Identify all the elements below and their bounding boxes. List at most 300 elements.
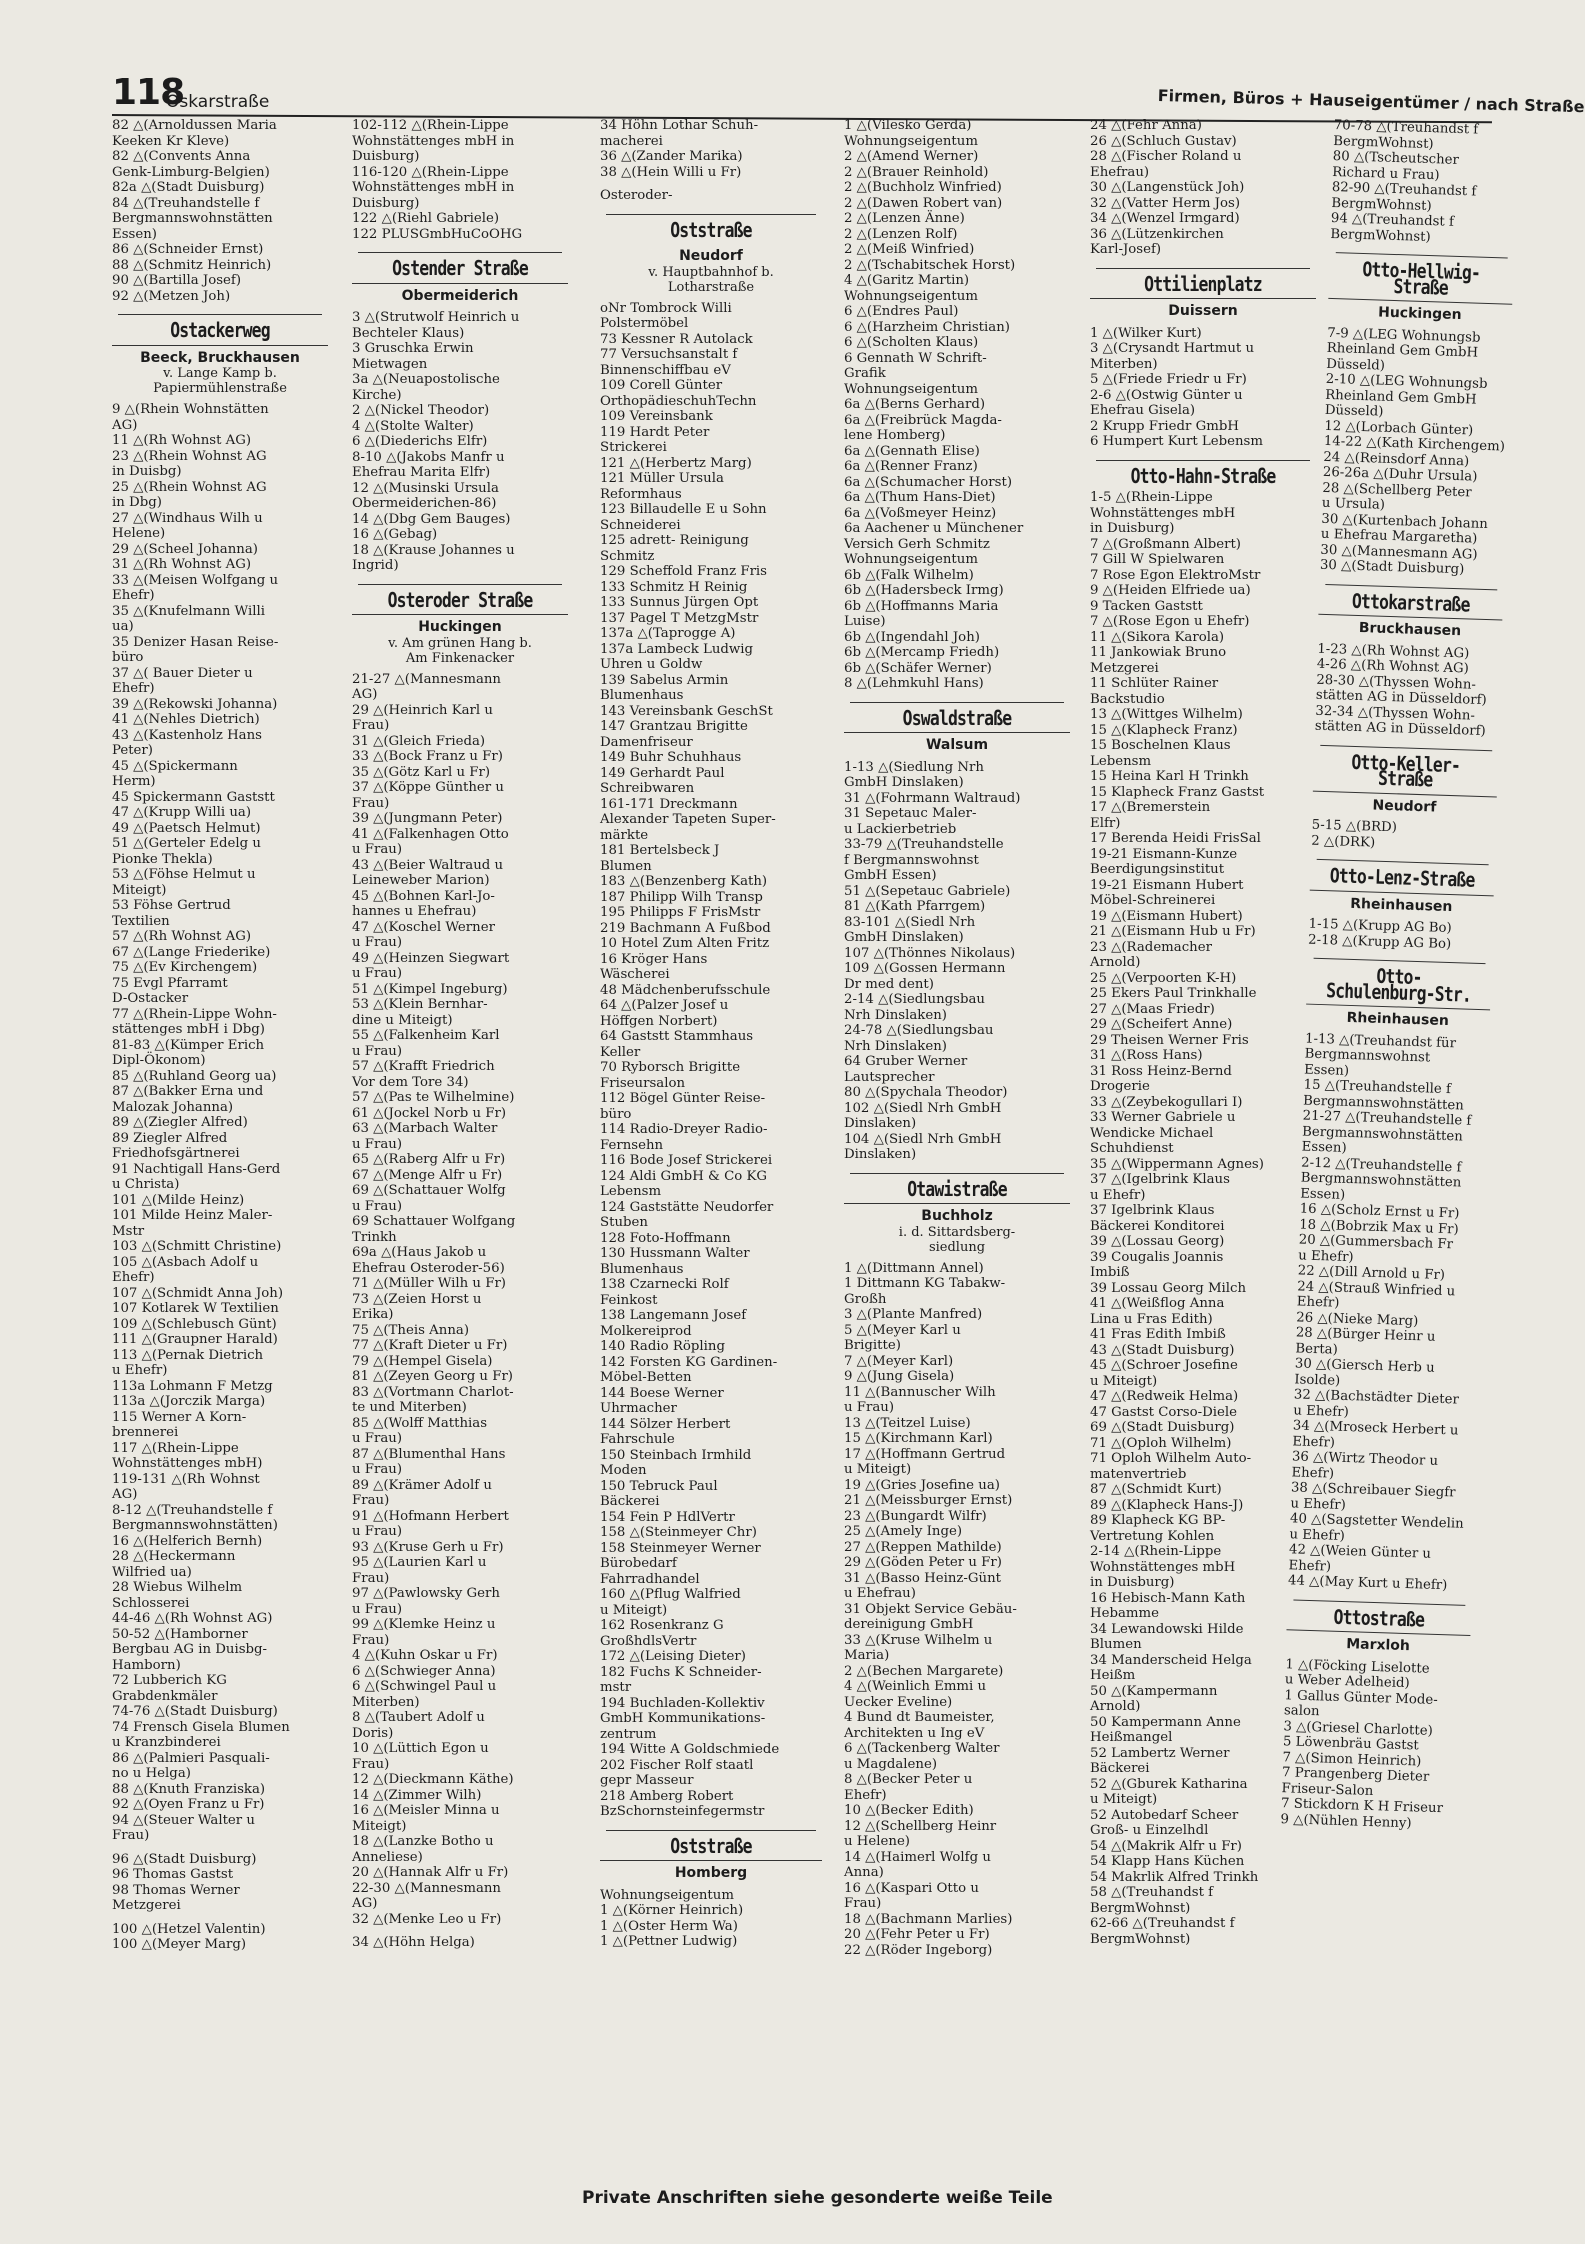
directory-entry: Schuhdienst (1090, 1141, 1174, 1156)
directory-entry: Lebensm (1090, 753, 1152, 769)
directory-entry: 6a △(Voßmeyer Heinz) (844, 505, 997, 521)
directory-entry: 22 △(Röder Ingeborg) (844, 1942, 993, 1958)
directory-entry: 19 △(Gries Josefine ua) (844, 1477, 1000, 1493)
directory-entry: Düsseld) (1326, 356, 1386, 374)
directory-entry: Osteroder- (600, 188, 673, 203)
directory-entry: Groß- u Einzelhdl (1090, 1823, 1209, 1838)
directory-entry: 9 Tacken Gaststt (1090, 598, 1203, 614)
directory-entry: 31 Sepetauc Maler- (844, 806, 977, 821)
directory-entry: 2 △(Tschabitschek Horst) (844, 257, 1016, 273)
directory-entry: 47 Gastst Corso-Diele (1090, 1404, 1238, 1420)
directory-entry: 31 Objekt Service Gebäu- (844, 1601, 1017, 1617)
directory-entry: 39 Lossau Georg Milch (1090, 1280, 1247, 1296)
directory-entry: 75 △(Ev Kirchengem) (112, 960, 258, 975)
directory-entry: 29 △(Göden Peter u Fr) (844, 1555, 1002, 1570)
directory-entry: Keller (600, 1044, 641, 1060)
directory-entry: u Ehefr) (1293, 1402, 1350, 1420)
directory-entry: 109 Corell Günter (600, 378, 723, 393)
directory-entry: Metzgerei (1090, 660, 1159, 676)
directory-entry: Ehefr) (112, 1270, 155, 1285)
directory-entry: 52 △(Gburek Katharina (1090, 1776, 1248, 1792)
directory-entry: 89 Klapheck KG BP- (1090, 1513, 1226, 1528)
directory-entry: 99 △(Klemke Heinz u (352, 1617, 496, 1632)
directory-entry: 79 △(Hempel Gisela) (352, 1353, 493, 1369)
directory-entry: u Miteigt) (844, 1462, 912, 1477)
directory-entry: Blumen (600, 858, 652, 874)
directory-entry: 107 Kotlarek W Textilien (112, 1301, 279, 1316)
directory-entry: 139 Sabelus Armin (600, 672, 729, 688)
directory-entry: 64 Gruber Werner (844, 1054, 968, 1069)
directory-entry: Richard u Frau) (1332, 164, 1440, 183)
directory-entry: Bergmannswohnst (1304, 1046, 1431, 1066)
directory-entry: 34 Lewandowski Hilde (1090, 1621, 1244, 1637)
directory-entry: 69 Schattauer Wolfgang (352, 1214, 516, 1229)
directory-entry: 43 △(Beier Waltraud u (352, 857, 504, 873)
directory-entry: Bergmannswohnstätten) (112, 1518, 278, 1533)
directory-entry: Frau) (352, 1570, 390, 1586)
directory-entry: 16 △(Meisler Minna u (352, 1803, 500, 1818)
directory-entry: Ehefrau Osteroder-56) (352, 1260, 505, 1276)
section-divider (1325, 583, 1497, 589)
directory-entry: 121 △(Herbertz Marg) (600, 455, 752, 471)
directory-entry: AG) (112, 417, 138, 433)
directory-entry: Versich Gerh Schmitz (844, 536, 990, 552)
directory-entry: 87 △(Bakker Erna und (112, 1084, 264, 1099)
directory-entry: Höffgen Norbert) (600, 1013, 718, 1029)
directory-entry: 64 Gaststt Stammhaus (600, 1029, 754, 1044)
directory-entry: 1 Gallus Günter Mode- (1284, 1687, 1438, 1708)
directory-entry: 43 △(Kastenholz Hans (112, 727, 262, 743)
directory-entry: 101 Milde Heinz Maler- (112, 1208, 273, 1223)
directory-entry: Obermeiderichen-86) (352, 496, 497, 511)
directory-entry: 2 △(Amend Werner) (844, 149, 979, 164)
directory-entry: Ehefr) (844, 1787, 887, 1803)
directory-entry: 144 Boese Werner (600, 1385, 724, 1401)
directory-entry: 6 △(Scholten Klaus) (844, 335, 979, 350)
directory-entry: 6 △(Diederichs Elfr) (352, 434, 488, 449)
directory-entry: 149 Buhr Schuhhaus (600, 750, 742, 765)
directory-entry: 11 △(Rh Wohnst AG) (112, 433, 252, 448)
directory-entry: 21 △(Eismann Hub u Fr) (1090, 924, 1256, 939)
directory-entry: 18 △(Bobrzik Max u Fr) (1298, 1216, 1459, 1237)
directory-entry: 3 △(Strutwolf Heinrich u (352, 310, 520, 325)
directory-entry: 147 Grantzau Brigitte (600, 719, 748, 734)
directory-entry: Erika) (352, 1307, 394, 1322)
directory-entry: u Frau) (352, 1431, 403, 1446)
directory-entry: 24-78 △(Siedlungsbau (844, 1023, 994, 1038)
directory-entry: 111 △(Graupner Harald) (112, 1332, 278, 1347)
street-heading-block (1312, 744, 1498, 817)
directory-entry: u Ehefr) (1290, 1495, 1347, 1513)
directory-entry: Dinslaken) (844, 1147, 917, 1162)
directory-entry: 57 △(Pas te Wilhelmine) (352, 1090, 515, 1105)
directory-entry: Rheinland Gem GmbH (1326, 340, 1479, 361)
directory-entry: 35 △(Wippermann Agnes) (1090, 1156, 1264, 1172)
directory-entry: 124 Aldi GmbH & Co KG (600, 1168, 768, 1184)
directory-entry: 143 Vereinsbank GeschSt (600, 703, 773, 719)
directory-entry: u Ehefr) (1090, 1187, 1146, 1203)
directory-entry: Ehefrau Gisela) (1090, 403, 1196, 418)
directory-entry: 82a △(Stadt Duisburg) (112, 180, 265, 195)
directory-entry: 182 Fuchs K Schneider- (600, 1664, 762, 1680)
directory-entry: Peter) (112, 743, 153, 758)
directory-entry: 2-14 △(Siedlungsbau (844, 992, 985, 1007)
directory-entry: BergmWohnst) (1331, 195, 1432, 214)
section-divider (1293, 1599, 1465, 1605)
directory-entry: 47 △(Redweik Helma) (1090, 1389, 1239, 1404)
directory-entry: Doris) (352, 1725, 394, 1741)
directory-entry: Polstermöbel (600, 316, 689, 331)
directory-entry: 53 △(Klein Bernhar- (352, 997, 488, 1012)
directory-entry: 32 △(Vatter Herm Jos) (1090, 195, 1241, 211)
directory-entry: 104 △(Siedl Nrh GmbH (844, 1131, 1002, 1147)
directory-entry: no u Helga) (112, 1766, 191, 1781)
directory-entry: 2 △(Brauer Reinhold) (844, 164, 989, 180)
directory-entry: 1 △(Föcking Liselotte (1285, 1656, 1430, 1677)
directory-entry: 3a △(Neuapostolische (352, 372, 500, 387)
directory-entry: 13 △(Wittges Wilhelm) (1090, 707, 1243, 722)
street-extent: v. Am grünen Hang b. (388, 635, 532, 651)
directory-entry: 14-22 △(Kath Kirchengem) (1323, 433, 1506, 455)
directory-entry: Ehefr) (1296, 1294, 1340, 1311)
directory-entry: 50 △(Kampermann (1090, 1683, 1218, 1699)
directory-entry: Blumenhaus (600, 688, 684, 703)
directory-entry: 50 Kampermann Anne (1090, 1714, 1241, 1730)
directory-entry: Hamborn) (112, 1657, 181, 1673)
directory-entry: 81 △(Kath Pfarrgem) (844, 899, 986, 914)
directory-entry: 113a △(Jorczik Marga) (112, 1394, 266, 1409)
street-extent: v. Lange Kamp b. (163, 366, 277, 381)
directory-entry: 31 △(Ross Hans) (1090, 1048, 1203, 1063)
directory-entry: Alexander Tapeten Super- (600, 812, 776, 827)
directory-entry: 142 Forsten KG Gardinen- (600, 1354, 778, 1370)
directory-entry: Wohnstättenges mbH (1090, 505, 1236, 521)
directory-entry: 27 △(Maas Friedr) (1090, 1001, 1215, 1017)
directory-entry: 36 △(Wirtz Theodor u (1291, 1449, 1439, 1469)
directory-entry: u Ehefr) (1298, 1247, 1354, 1265)
directory-entry: 15 △(Treuhandstelle f (1303, 1077, 1452, 1098)
directory-entry: 20 △(Fehr Peter u Fr) (844, 1927, 990, 1942)
directory-entry: Drogerie (1090, 1079, 1150, 1094)
directory-entry: BergmWohnst) (1330, 226, 1431, 245)
directory-entry: 24 △(Fehr Anna) (1090, 118, 1202, 133)
directory-entry: Karl-Josef) (1090, 242, 1162, 257)
directory-entry: 16 △(Helferich Bernh) (112, 1533, 263, 1549)
directory-entry: 77 Versuchsanstalt f (600, 347, 738, 362)
directory-entry: 31 △(Rh Wohnst AG) (112, 557, 252, 572)
directory-entry: 13 △(Teitzel Luise) (844, 1415, 971, 1431)
directory-entry: 65 △(Raberg Alfr u Fr) (352, 1152, 506, 1167)
directory-entry: Stuben (600, 1215, 648, 1230)
directory-entry: 140 Radio Röpling (600, 1339, 725, 1354)
directory-entry: Arnold) (1090, 1699, 1141, 1714)
directory-entry: 31 Ross Heinz-Bernd (1090, 1063, 1232, 1079)
directory-entry: stätten AG in Düsseldorf) (1315, 687, 1487, 709)
section-divider (1096, 268, 1310, 269)
directory-entry: 83 △(Vortmann Charlot- (352, 1384, 514, 1400)
directory-entry: 30 △(Kurtenbach Johann (1321, 511, 1489, 532)
directory-entry: Miteigt) (112, 882, 167, 898)
directory-entry: 3 △(Crysandt Hartmut u (1090, 341, 1255, 356)
directory-entry: 1 △(Oster Herm Wa) (600, 1918, 738, 1934)
directory-entry: Textilien (112, 913, 170, 929)
directory-entry: 2 △(Dawen Robert van) (844, 195, 1003, 211)
directory-entry: 92 △(Metzen Joh) (112, 288, 231, 304)
street-heading-block (1305, 958, 1491, 1031)
directory-entry: 58 △(Treuhandst f (1090, 1885, 1214, 1900)
directory-entry: 8 △(Taubert Adolf u (352, 1710, 485, 1725)
directory-entry: 6a △(Berns Gerhard) (844, 397, 986, 412)
directory-entry: 7-9 △(LEG Wohnungsb (1327, 325, 1481, 346)
directory-entry: 1-13 △(Siedlung Nrh (844, 759, 984, 775)
directory-entry: 6a △(Gennath Elise) (844, 443, 980, 459)
directory-entry: 34 Manderscheid Helga (1090, 1652, 1252, 1668)
directory-column-5 (1090, 118, 1316, 1947)
directory-entry: Wohnstättenges mbH (1090, 1559, 1236, 1575)
directory-entry: Dr med dent) (844, 976, 934, 992)
district-name: Marxloh (1286, 1629, 1471, 1656)
directory-entry: 87 △(Schmidt Kurt) (1090, 1482, 1222, 1497)
directory-entry: 37 △(Igelbrink Klaus (1090, 1172, 1230, 1187)
directory-entry: Moden (600, 1463, 647, 1478)
directory-entry: 121 Müller Ursula (600, 471, 724, 486)
directory-entry: 9 △(Rhein Wohnstätten (112, 402, 269, 417)
section-divider (606, 1830, 816, 1831)
directory-entry: 43 △(Stadt Duisburg) (1090, 1342, 1235, 1358)
directory-entry: 33 Werner Gabriele u (1090, 1110, 1236, 1125)
directory-entry: 149 Gerhardt Paul (600, 765, 725, 781)
street-heading-block (1090, 268, 1316, 320)
directory-entry: 32-34 △(Thyssen Wohn- (1315, 703, 1476, 724)
directory-entry: Mietwagen (352, 356, 428, 372)
directory-entry: 28 △(Fischer Roland u (1090, 149, 1242, 164)
directory-entry: 44 △(May Kurt u Ehefr) (1287, 1573, 1448, 1594)
directory-entry: 19-21 Eismann-Kunze (1090, 846, 1238, 862)
directory-entry: 51 △(Gerteler Edelg u (112, 836, 261, 851)
directory-entry: in Dbg) (112, 495, 162, 510)
directory-entry: 15 Klapheck Franz Gastst (1090, 784, 1265, 800)
directory-entry: 71 Oploh Wilhelm Auto- (1090, 1451, 1252, 1466)
directory-entry: 6a Aachener u Münchener (844, 521, 1024, 536)
directory-entry: 181 Bertelsbeck J (600, 843, 720, 858)
directory-entry: 1-23 △(Rh Wohnst AG) (1317, 641, 1470, 662)
directory-entry: 1-5 △(Rhein-Lippe (1090, 490, 1213, 505)
directory-entry: 86 △(Palmieri Pasquali- (112, 1750, 270, 1766)
directory-entry: 109 Vereinsbank (600, 409, 713, 424)
street-heading-block (1309, 859, 1495, 917)
directory-entry: Trinkh (352, 1229, 397, 1245)
directory-entry: Bäckerei (1090, 1761, 1150, 1776)
street-heading-block (1286, 1599, 1472, 1657)
directory-entry: 17 △(Hoffmann Gertrud (844, 1446, 1006, 1462)
directory-entry: 133 Schmitz H Reinig (600, 579, 748, 595)
directory-entry: Arnold) (1090, 955, 1141, 970)
directory-entry: u Kranzbinderei (112, 1735, 221, 1750)
directory-entry: 116-120 △(Rhein-Lippe (352, 164, 509, 180)
directory-entry: 96 △(Stadt Duisburg) (112, 1851, 257, 1867)
directory-entry: Wohnungseigentum (844, 381, 978, 397)
directory-entry: 1 △(Wilker Kurt) (1090, 325, 1202, 341)
directory-entry: 25 △(Verpoorten K-H) (1090, 970, 1237, 986)
directory-entry: mstr (600, 1680, 632, 1695)
directory-entry: 3 △(Griesel Charlotte) (1283, 1718, 1434, 1739)
directory-entry: 2 △(Lenzen Rolf) (844, 226, 958, 242)
directory-entry: 4 △(Garitz Martin) (844, 273, 970, 288)
directory-entry: Mstr (112, 1223, 145, 1239)
district-name: Buchholz (844, 1203, 1070, 1225)
directory-entry: 16 △(Gebag) (352, 527, 438, 542)
street-name: Otto-Lenz-Straße (1329, 863, 1475, 892)
spacer (112, 1914, 328, 1922)
directory-entry: BzSchornsteinfegermstr (600, 1804, 765, 1819)
directory-entry: 28 Wiebus Wilhelm (112, 1580, 243, 1595)
directory-entry: Metzgerei (112, 1898, 181, 1913)
directory-entry: 7 △(Meyer Karl) (844, 1353, 954, 1369)
directory-entry: 101 △(Milde Heinz) (112, 1192, 245, 1208)
directory-entry: 45 △(Schroer Josefine (1090, 1358, 1238, 1373)
directory-entry: 16 △(Scholz Ernst u Fr) (1299, 1201, 1460, 1222)
directory-entry: 33 △(Zeybekogullari I) (1090, 1094, 1243, 1110)
street-name: Otto-Hellwig-Straße (1362, 256, 1481, 300)
directory-entry: 28 △(Schellberg Peter (1322, 480, 1472, 501)
directory-entry: 53 Föhse Gertrud (112, 898, 231, 913)
directory-entry: 24 △(Reinsdorf Anna) (1323, 449, 1470, 469)
street-name: Oswaldstraße (902, 705, 1012, 730)
directory-entry: 80 △(Tscheutscher (1332, 148, 1460, 168)
directory-entry: 3 △(Plante Manfred) (844, 1307, 983, 1322)
street-heading-block (352, 584, 568, 666)
directory-entry: u Ehefrau) (844, 1586, 916, 1601)
directory-entry: u Frau) (352, 1462, 403, 1477)
directory-entry: gepr Masseur (600, 1773, 694, 1788)
directory-entry: Möbel-Schreinerei (1090, 893, 1216, 908)
district-name: Walsum (844, 732, 1070, 754)
directory-entry: u Magdalene) (844, 1756, 938, 1772)
directory-entry: te und Miterben) (352, 1400, 467, 1415)
directory-entry: 10 Hotel Zum Alten Fritz (600, 936, 770, 951)
directory-entry: 84 △(Treuhandstelle f (112, 195, 260, 211)
directory-entry: AG) (352, 687, 378, 702)
directory-entry: 49 △(Heinzen Siegwart (352, 950, 510, 966)
directory-entry: 144 Sölzer Herbert (600, 1416, 731, 1432)
directory-entry: 154 Fein P HdlVertr (600, 1509, 735, 1525)
directory-entry: 113 △(Pernak Dietrich (112, 1347, 264, 1363)
directory-entry: Vertretung Kohlen (1090, 1528, 1215, 1544)
directory-entry: 29 △(Heinrich Karl u (352, 702, 493, 718)
directory-entry: Miterben) (352, 1694, 420, 1710)
directory-entry: 24 △(Strauß Winfried u (1297, 1278, 1456, 1299)
directory-column-2 (352, 118, 568, 1951)
directory-entry: salon (1283, 1703, 1320, 1720)
directory-entry: u Christa) (112, 1177, 180, 1192)
directory-entry: 15 △(Kirchmann Karl) (844, 1431, 993, 1446)
directory-entry: 11 △(Sikora Karola) (1090, 629, 1225, 645)
directory-entry: 2 △(Meiß Winfried) (844, 242, 975, 257)
directory-entry: 26-26a △(Duhr Ursula) (1322, 464, 1478, 485)
street-heading-block (600, 1830, 822, 1882)
directory-entry: 93 △(Kruse Gerh u Fr) (352, 1539, 504, 1555)
directory-entry: lene Homberg) (844, 428, 946, 443)
directory-entry: brennerei (112, 1425, 179, 1440)
directory-entry: Blumen (1090, 1637, 1142, 1652)
directory-entry: Essen) (1299, 1185, 1346, 1203)
directory-entry: 69 △(Schattauer Wolfg (352, 1183, 506, 1198)
directory-entry: 8-12 △(Treuhandstelle f (112, 1502, 273, 1518)
directory-entry: 91 △(Hofmann Herbert (352, 1508, 509, 1524)
directory-entry: Fahrradhandel (600, 1571, 700, 1587)
directory-entry: Damenfriseur (600, 734, 693, 750)
directory-entry: 98 Thomas Werner (112, 1882, 240, 1898)
street-extent: Papiermühlenstraße (153, 381, 287, 396)
directory-entry: Bergmannswohnstätten (1301, 1124, 1464, 1145)
directory-entry: 85 △(Ruhland Georg ua) (112, 1068, 277, 1084)
directory-entry: 5 Löwenbräu Gastst (1282, 1734, 1419, 1754)
directory-entry: 95 △(Laurien Karl u (352, 1555, 487, 1570)
directory-entry: 39 △(Lossau Georg) (1090, 1234, 1225, 1249)
directory-entry: 16 △(Kaspari Otto u (844, 1880, 979, 1896)
directory-entry: 123 Billaudelle E u Sohn (600, 502, 767, 517)
directory-entry: 218 Amberg Robert (600, 1788, 734, 1804)
directory-entry: AG) (112, 1487, 138, 1502)
directory-entry: 2 △(Buchholz Winfried) (844, 180, 1002, 195)
directory-entry: 86 △(Schneider Ernst) (112, 242, 264, 257)
directory-entry: 172 △(Leising Dieter) (600, 1649, 746, 1664)
directory-entry: 82 △(Arnoldussen Maria (112, 118, 277, 133)
street-name: Ottilienplatz (1144, 271, 1262, 296)
directory-entry: 122 PLUSGmbHuCoOHG (352, 226, 523, 242)
street-heading-block (600, 214, 822, 295)
directory-entry: GmbH Dinslaken) (844, 775, 964, 790)
directory-entry: 115 Werner A Korn- (112, 1409, 247, 1425)
directory-entry: 30 △(Giersch Herb u (1294, 1356, 1435, 1376)
directory-entry: 116 Bode Josef Strickerei (600, 1153, 773, 1168)
directory-entry: 39 △(Jungmann Peter) (352, 811, 503, 826)
directory-entry: 15 Boschelnen Klaus (1090, 738, 1231, 753)
directory-entry: 19-21 Eismann Hubert (1090, 877, 1244, 893)
directory-entry: 109 △(Gossen Hermann (844, 961, 1006, 976)
directory-entry: 107 △(Schmidt Anna Joh) (112, 1285, 284, 1301)
directory-entry: GroßhdlsVertr (600, 1633, 697, 1649)
footer-note: Private Anschriften siehe gesonderte weiße Teile (582, 2188, 1053, 2208)
directory-entry: 2-6 △(Ostwig Günter u (1090, 387, 1243, 403)
directory-entry: 194 Buchladen-Kollektiv (600, 1695, 765, 1711)
directory-entry: 77 △(Kraft Dieter u Fr) (352, 1338, 508, 1353)
directory-entry: 55 △(Falkenheim Karl (352, 1028, 500, 1043)
directory-entry: BergmWohnst) (1090, 1931, 1191, 1947)
directory-entry: Bergmannswohnstätten (112, 211, 273, 226)
directory-entry: 12 △(Musinski Ursula (352, 480, 499, 496)
directory-entry: Strickerei (600, 440, 667, 455)
directory-entry: 11 △(Bannuscher Wilh (844, 1384, 996, 1400)
directory-entry: Keeken Kr Kleve) (112, 133, 230, 149)
directory-entry: Dipl-Ökonom) (112, 1053, 206, 1068)
directory-entry: Ehefr) (1291, 1464, 1335, 1482)
directory-entry: 137a △(Taprogge A) (600, 626, 736, 641)
street-name: Otto-Hahn-Straße (1130, 463, 1276, 488)
directory-entry: Fernsehn (600, 1137, 664, 1153)
directory-entry: 4 △(Kuhn Oskar u Fr) (352, 1648, 498, 1663)
district-name: Obermeiderich (352, 283, 568, 305)
directory-entry: 31 △(Gleich Frieda) (352, 733, 486, 749)
directory-entry: Möbel-Betten (600, 1370, 692, 1385)
directory-entry: 119 Hardt Peter (600, 424, 710, 440)
directory-entry: 27 △(Windhaus Wilh u (112, 510, 263, 526)
directory-entry: 34 △(Mroseck Herbert u (1292, 1418, 1459, 1439)
directory-entry: Frau) (352, 1493, 390, 1508)
directory-entry: 77 △(Rhein-Lippe Wohn- (112, 1006, 277, 1022)
directory-entry: 31 △(Basso Heinz-Günt (844, 1570, 1002, 1586)
directory-entry: 28-30 △(Thyssen Wohn- (1316, 672, 1477, 693)
